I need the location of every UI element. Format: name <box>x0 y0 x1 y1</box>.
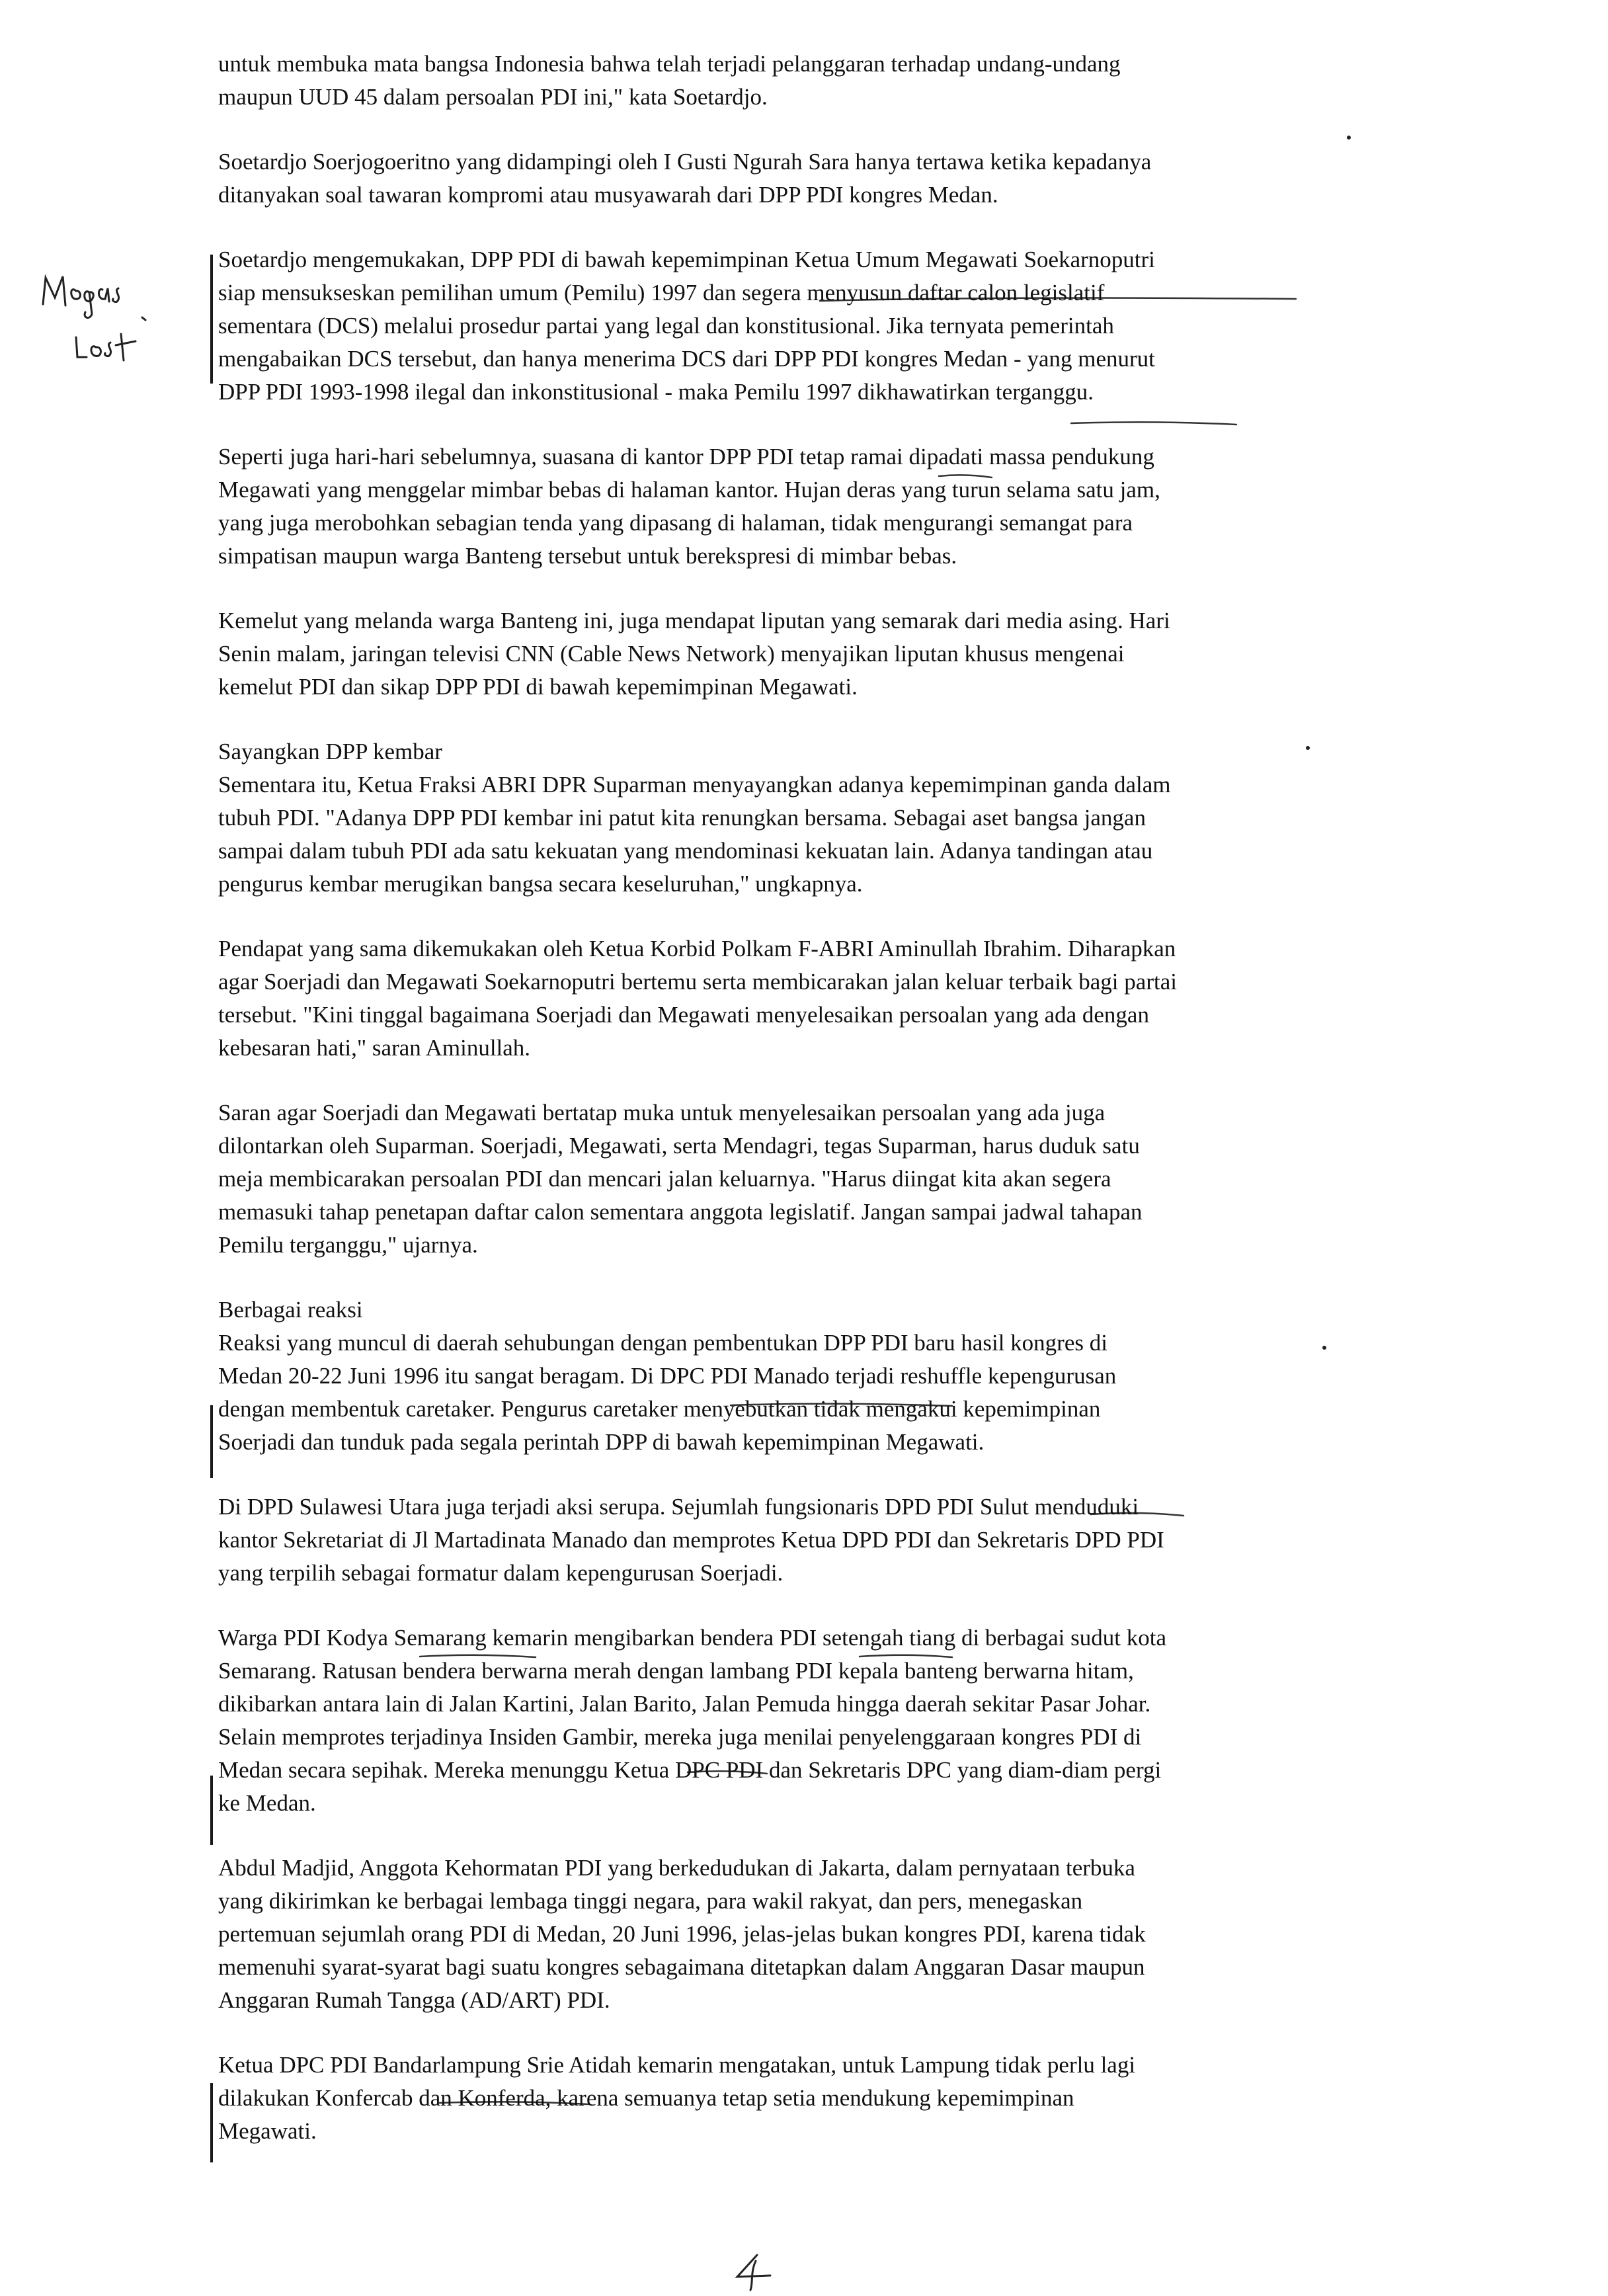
text-line: Selain memprotes terjadinya Insiden Gambir, mereka juga menilai penyelenggaraan kongres PDI di <box>218 1724 1142 1750</box>
text-line: Pemilu terganggu," ujarnya. <box>218 1232 478 1258</box>
text-line: Medan 20-22 Juni 1996 itu sangat beragam. Di DPC PDI Manado terjadi reshuffle kepengurusan <box>218 1363 1117 1389</box>
text-line: Semarang. Ratusan bendera berwarna merah dengan lambang PDI kepala banteng berwarna hitam, <box>218 1658 1134 1684</box>
text-line: dilontarkan oleh Suparman. Soerjadi, Megawati, serta Mendagri, tegas Suparman, harus duduk satu <box>218 1133 1140 1159</box>
section-heading: Berbagai reaksi <box>218 1297 363 1323</box>
paragraph-10 <box>218 1491 1408 1590</box>
text-line: Saran agar Soerjadi dan Megawati bertatap muka untuk menyelesaikan persoalan yang ada juga <box>218 1100 1106 1126</box>
text-line: agar Soerjadi dan Megawati Soekarnoputri bertemu serta membicarakan jalan keluar terbaik bagi partai <box>218 969 1177 995</box>
text-line: siap mensukseskan pemilihan umum (Pemilu) 1997 dan segera menyusun daftar calon legislatif <box>218 280 1105 306</box>
text-line: Abdul Madjid, Anggota Kehormatan PDI yang berkedudukan di Jakarta, dalam pernyataan terbuka <box>218 1855 1135 1881</box>
text-line: Warga PDI Kodya Semarang kemarin mengibarkan bendera PDI setengah tiang di berbagai sudut kota <box>218 1625 1167 1651</box>
text-line: Pendapat yang sama dikemukakan oleh Ketua Korbid Polkam F-ABRI Aminullah Ibrahim. Diharapkan <box>218 936 1176 962</box>
section-heading: Sayangkan DPP kembar <box>218 739 442 764</box>
paragraph-4 <box>218 440 1408 573</box>
text-line: tubuh PDI. "Adanya DPP PDI kembar ini patut kita renungkan bersama. Sebagai aset bangsa jangan <box>218 805 1146 831</box>
paragraph-12 <box>218 1852 1408 2017</box>
paragraph-11 <box>218 1621 1408 1820</box>
text-line: memenuhi syarat-syarat bagi suatu kongres sebagaimana ditetapkan dalam Anggaran Dasar maupun <box>218 1954 1145 1980</box>
text-line: kantor Sekretariat di Jl Martadinata Manado dan memprotes Ketua DPD PDI dan Sekretaris DPD PDI <box>218 1527 1164 1553</box>
page-number <box>731 2252 777 2291</box>
text-line: ditanyakan soal tawaran kompromi atau musyawarah dari DPP PDI kongres Medan. <box>218 182 998 208</box>
text-line: yang juga merobohkan sebagian tenda yang dipasang di halaman, tidak mengurangi semangat para <box>218 510 1133 536</box>
text-line: kemelut PDI dan sikap DPP PDI di bawah kepemimpinan Megawati. <box>218 674 858 700</box>
margin-bar <box>210 2083 213 2162</box>
handwriting-icon <box>36 265 188 377</box>
text-line: yang terpilih sebagai formatur dalam kepengurusan Soerjadi. <box>218 1560 784 1586</box>
text-line: Reaksi yang muncul di daerah sehubungan dengan pembentukan DPP PDI baru hasil kongres di <box>218 1330 1107 1356</box>
text-line: pengurus kembar merugikan bangsa secara keseluruhan," ungkapnya. <box>218 871 863 897</box>
paragraph-1 <box>218 48 1408 114</box>
text-line: Megawati. <box>218 2118 317 2144</box>
paragraph-8 <box>218 1096 1408 1262</box>
text-line: Medan secara sepihak. Mereka menunggu Ketua DPC PDI dan Sekretaris DPC yang diam-diam pergi <box>218 1757 1162 1783</box>
text-line: Megawati yang menggelar mimbar bebas di halaman kantor. Hujan deras yang turun selama satu jam, <box>218 477 1160 503</box>
text-line: meja membicarakan persoalan PDI dan mencari jalan keluarnya. "Harus diingat kita akan segera <box>218 1166 1111 1192</box>
margin-bar <box>210 1776 213 1845</box>
text-line: Soetardjo Soerjogoeritno yang didampingi oleh I Gusti Ngurah Sara hanya tertawa ketika kepadanya <box>218 149 1152 175</box>
text-line: Di DPD Sulawesi Utara juga terjadi aksi serupa. Sejumlah fungsionaris DPD PDI Sulut menduduki <box>218 1494 1139 1520</box>
text-line: Kemelut yang melanda warga Banteng ini, juga mendapat liputan yang semarak dari media asing. Hari <box>218 608 1170 634</box>
text-line: Senin malam, jaringan televisi CNN (Cable News Network) menyajikan liputan khusus mengenai <box>218 641 1125 667</box>
text-line: tersebut. "Kini tinggal bagaimana Soerjadi dan Megawati menyelesaikan persoalan yang ada dengan <box>218 1002 1149 1028</box>
text-line: kebesaran hati," saran Aminullah. <box>218 1035 531 1061</box>
text-line: DPP PDI 1993-1998 ilegal dan inkonstitusional - maka Pemilu 1997 dikhawatirkan terganggu. <box>218 379 1094 405</box>
text-line: ke Medan. <box>218 1790 316 1816</box>
text-line: yang dikirimkan ke berbagai lembaga tinggi negara, para wakil rakyat, dan pers, menegaskan <box>218 1888 1083 1914</box>
text-line: simpatisan maupun warga Banteng tersebut untuk berekspresi di mimbar bebas. <box>218 543 957 569</box>
text-line: maupun UUD 45 dalam persoalan PDI ini," kata Soetardjo. <box>218 84 768 110</box>
text-line: Ketua DPC PDI Bandarlampung Srie Atidah kemarin mengatakan, untuk Lampung tidak perlu lagi <box>218 2052 1136 2078</box>
text-line: dikibarkan antara lain di Jalan Kartini, Jalan Barito, Jalan Pemuda hingga daerah sekitar Pasar Johar. <box>218 1691 1151 1717</box>
text-line: sementara (DCS) melalui prosedur partai yang legal dan konstitusional. Jika ternyata pemerintah <box>218 313 1114 339</box>
text-line: memasuki tahap penetapan daftar calon sementara anggota legislatif. Jangan sampai jadwal tahapan <box>218 1199 1143 1225</box>
text-line: Soetardjo mengemukakan, DPP PDI di bawah kepemimpinan Ketua Umum Megawati Soekarnoputri <box>218 247 1155 272</box>
text-line: sampai dalam tubuh PDI ada satu kekuatan yang mendominasi kekuatan lain. Adanya tandingan atau <box>218 838 1153 864</box>
text-line: Anggaran Rumah Tangga (AD/ART) PDI. <box>218 1987 610 2013</box>
article-body <box>218 48 1408 2148</box>
paragraph-13 <box>218 2049 1408 2148</box>
text-line: mengabaikan DCS tersebut, dan hanya menerima DCS dari DPP PDI kongres Medan - yang menurut <box>218 346 1155 372</box>
text-line: dengan membentuk caretaker. Pengurus caretaker menyebutkan tidak mengakui kepemimpinan <box>218 1396 1101 1422</box>
margin-bar <box>210 255 213 384</box>
handwritten-page-number-icon <box>731 2252 777 2291</box>
margin-bar <box>210 1405 213 1478</box>
handwritten-margin-note <box>36 265 188 377</box>
text-line: Sementara itu, Ketua Fraksi ABRI DPR Suparman menyayangkan adanya kepemimpinan ganda dalam <box>218 772 1171 798</box>
text-line: dilakukan Konfercab dan Konferda, karena semuanya tetap setia mendukung kepemimpinan <box>218 2085 1074 2111</box>
paragraph-2 <box>218 145 1408 212</box>
paragraph-6 <box>218 735 1408 901</box>
paragraph-7 <box>218 932 1408 1065</box>
text-line: pertemuan sejumlah orang PDI di Medan, 20 Juni 1996, jelas-jelas bukan kongres PDI, karena tidak <box>218 1921 1146 1947</box>
text-line: Seperti juga hari-hari sebelumnya, suasana di kantor DPP PDI tetap ramai dipadati massa pendukung <box>218 444 1154 470</box>
paragraph-3 <box>218 243 1408 409</box>
text-line: untuk membuka mata bangsa Indonesia bahwa telah terjadi pelanggaran terhadap undang-undang <box>218 51 1121 77</box>
paragraph-5 <box>218 604 1408 704</box>
paragraph-9 <box>218 1293 1408 1459</box>
text-line: Soerjadi dan tunduk pada segala perintah DPP di bawah kepemimpinan Megawati. <box>218 1429 985 1455</box>
